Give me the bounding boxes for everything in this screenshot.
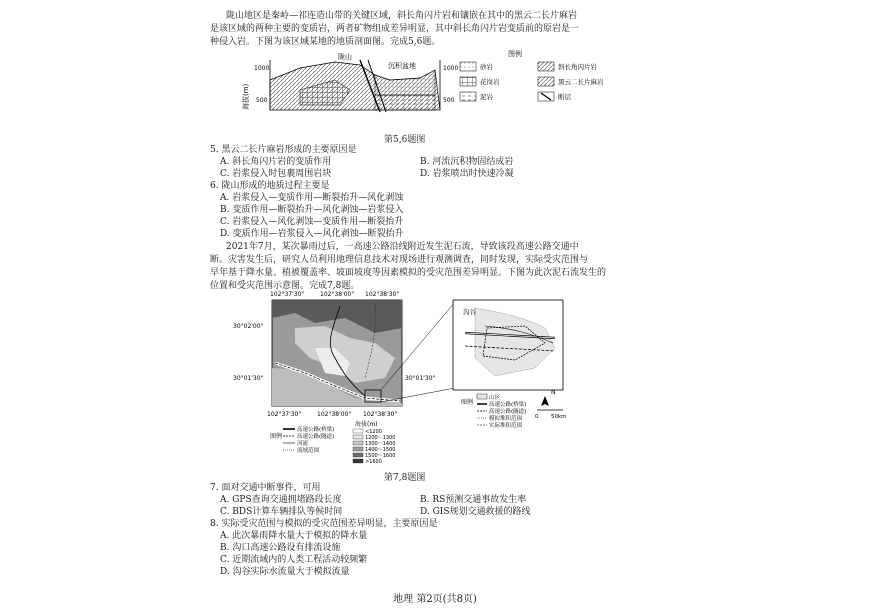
- lon-label-bottom: 102°38'00": [317, 411, 352, 418]
- intro-text-line: 2021年7月，某次暴雨过后，一高速公路沿线附近发生泥石流，导致该段高速公路交通中: [226, 242, 579, 252]
- north-label: N: [551, 389, 556, 396]
- inset-label-gully: 沟谷: [463, 308, 476, 316]
- option-a: A. 岩浆侵入—变质作用—断裂抬升—风化剥蚀: [220, 193, 404, 203]
- legend-left-item: 高速公路(隧道): [297, 434, 335, 440]
- legend-label: 斜长角闪片岩: [558, 63, 597, 71]
- elevation-class: 1500～1600: [365, 453, 396, 459]
- lon-label-bottom: 102°38'30": [363, 411, 398, 418]
- label-mountain: 陇山: [338, 53, 352, 61]
- elevation-legend-title: 海拔(m): [355, 421, 378, 428]
- lon-label-bottom: 102°37'30": [267, 411, 302, 418]
- option-a: A. 斜长角闪片岩的变质作用: [220, 157, 332, 167]
- elevation-class: 1400～1500: [365, 447, 396, 453]
- option-d: D. 变质作用—岩浆侵入—风化剥蚀—断裂抬升: [220, 229, 404, 239]
- legend-label: 砂岩: [480, 63, 493, 71]
- legend-label: 花岗岩: [480, 78, 500, 86]
- option-b: B. 变质作用—断裂抬升—风化剥蚀—岩浆侵入: [220, 205, 404, 215]
- y-tick-left: 500: [256, 97, 268, 104]
- legend-right-item: 实际堆积范围: [489, 423, 523, 429]
- option-c: C. 近期流域内的人类工程活动较频繁: [220, 555, 368, 565]
- option-c: C. 岩浆侵入—风化剥蚀—变质作用—断裂抬升: [220, 217, 404, 227]
- question-stem: 5. 黑云二长片麻岩形成的主要原因是: [210, 145, 357, 155]
- legend-title: 图例: [508, 50, 522, 58]
- question-stem: 7. 面对交通中断事件，可用: [210, 483, 321, 493]
- option-a: A. 此次暴雨降水量大于模拟的降水量: [220, 531, 368, 541]
- legend-right-item: 山区: [489, 395, 501, 401]
- option-b: B. RS预测交通事故发生率: [420, 495, 527, 505]
- page-footer: 地理 第2页(共8页): [393, 594, 477, 605]
- legend-left-item: 河流: [297, 441, 309, 447]
- elevation-class: 1300～1400: [365, 441, 396, 447]
- legend-left-title: 图例: [270, 433, 283, 440]
- intro-text-line: 是该区域的两种主要的变质岩，两者矿物组成差异明显，其中斜长角闪片岩变质前的原岩是一: [210, 24, 580, 34]
- elevation-class: 1200～1300: [365, 435, 396, 441]
- question-stem: 8. 实际受灾范围与模拟的受灾范围差异明显，主要原因是: [210, 519, 438, 529]
- y-axis-label: 海拔(m): [242, 83, 250, 110]
- option-c: C. BDS计算车辆排队等候时间: [220, 507, 343, 517]
- y-tick-right: 500: [443, 97, 455, 104]
- legend-label: 断层: [558, 93, 571, 101]
- intro-text-line: 种侵入岩。下图为该区域某地的地质剖面图。完成5,6题。: [210, 37, 441, 47]
- legend-right-item: 高速公路(隧道): [489, 409, 527, 415]
- intro-text-line: 陇山地区是秦岭—祁连造山带的关键区域，斜长角闪片岩和镶嵌在其中的黑云二长片麻岩: [226, 11, 578, 21]
- label-basin: 沉积盆地: [388, 62, 416, 70]
- legend-label: 黑云二长片麻岩: [558, 78, 604, 86]
- intro-text-line: 断。灾害发生后，研究人员利用地理信息技术对现场进行观测调查，同时发现，实际受灾范围与: [210, 255, 589, 265]
- intro-text-line: 位置和受灾范围示意图。完成7,8题。: [210, 281, 360, 291]
- option-b: B. 沟口高速公路设有排流设施: [220, 543, 341, 553]
- option-b: B. 河流沉积物固结成岩: [420, 157, 514, 167]
- lat-label-left: 30°01'30": [233, 375, 264, 382]
- lon-label-top: 102°38'30": [365, 291, 400, 298]
- option-c: C. 岩浆侵入时包裹周围岩块: [220, 169, 332, 179]
- legend-label: 泥岩: [480, 93, 493, 101]
- legend-left-item: 高速公路(桥梁): [297, 427, 335, 433]
- option-d: D. 岩浆喷出时快速冷凝: [420, 169, 514, 179]
- lon-label-top: 102°38'00": [320, 291, 355, 298]
- question-stem: 6. 陇山形成的地质过程主要是: [210, 181, 330, 191]
- intro-text-line: 早年基于降水量、植被覆盖率、坡面坡度等因素模拟的受灾范围差异明显。下图为此次泥石流发生的: [210, 268, 607, 278]
- figure-caption: 第5,6题图: [384, 135, 426, 145]
- legend-right-item: 高速公路(桥梁): [489, 402, 527, 408]
- scale-label: 0: [535, 414, 539, 420]
- lat-label-right: 30°01'30": [405, 375, 436, 382]
- debris-flow-map: [225, 288, 665, 468]
- option-d: D. GIS规划交通救援的路线: [420, 507, 531, 517]
- option-a: A. GPS查询交通拥堵路段长度: [220, 495, 342, 505]
- elevation-class: <1200: [365, 429, 382, 435]
- legend-right-item: 模拟堆积范围: [489, 416, 523, 422]
- y-tick-left: 1000: [254, 65, 270, 72]
- lon-label-top: 102°37'30": [270, 291, 305, 298]
- elevation-class: >1600: [365, 459, 382, 465]
- y-tick-right: 1000: [443, 65, 459, 72]
- figure-caption: 第7,8题图: [384, 473, 426, 483]
- legend-right-title: 图例: [461, 399, 474, 406]
- lat-label-left: 30°02'00": [233, 323, 264, 330]
- geologic-cross-section: [240, 50, 640, 130]
- option-d: D. 沟谷实际水流量大于模拟流量: [220, 567, 350, 577]
- scale-label: 50km: [551, 414, 567, 420]
- legend-left-item: 流域范围: [297, 448, 320, 454]
